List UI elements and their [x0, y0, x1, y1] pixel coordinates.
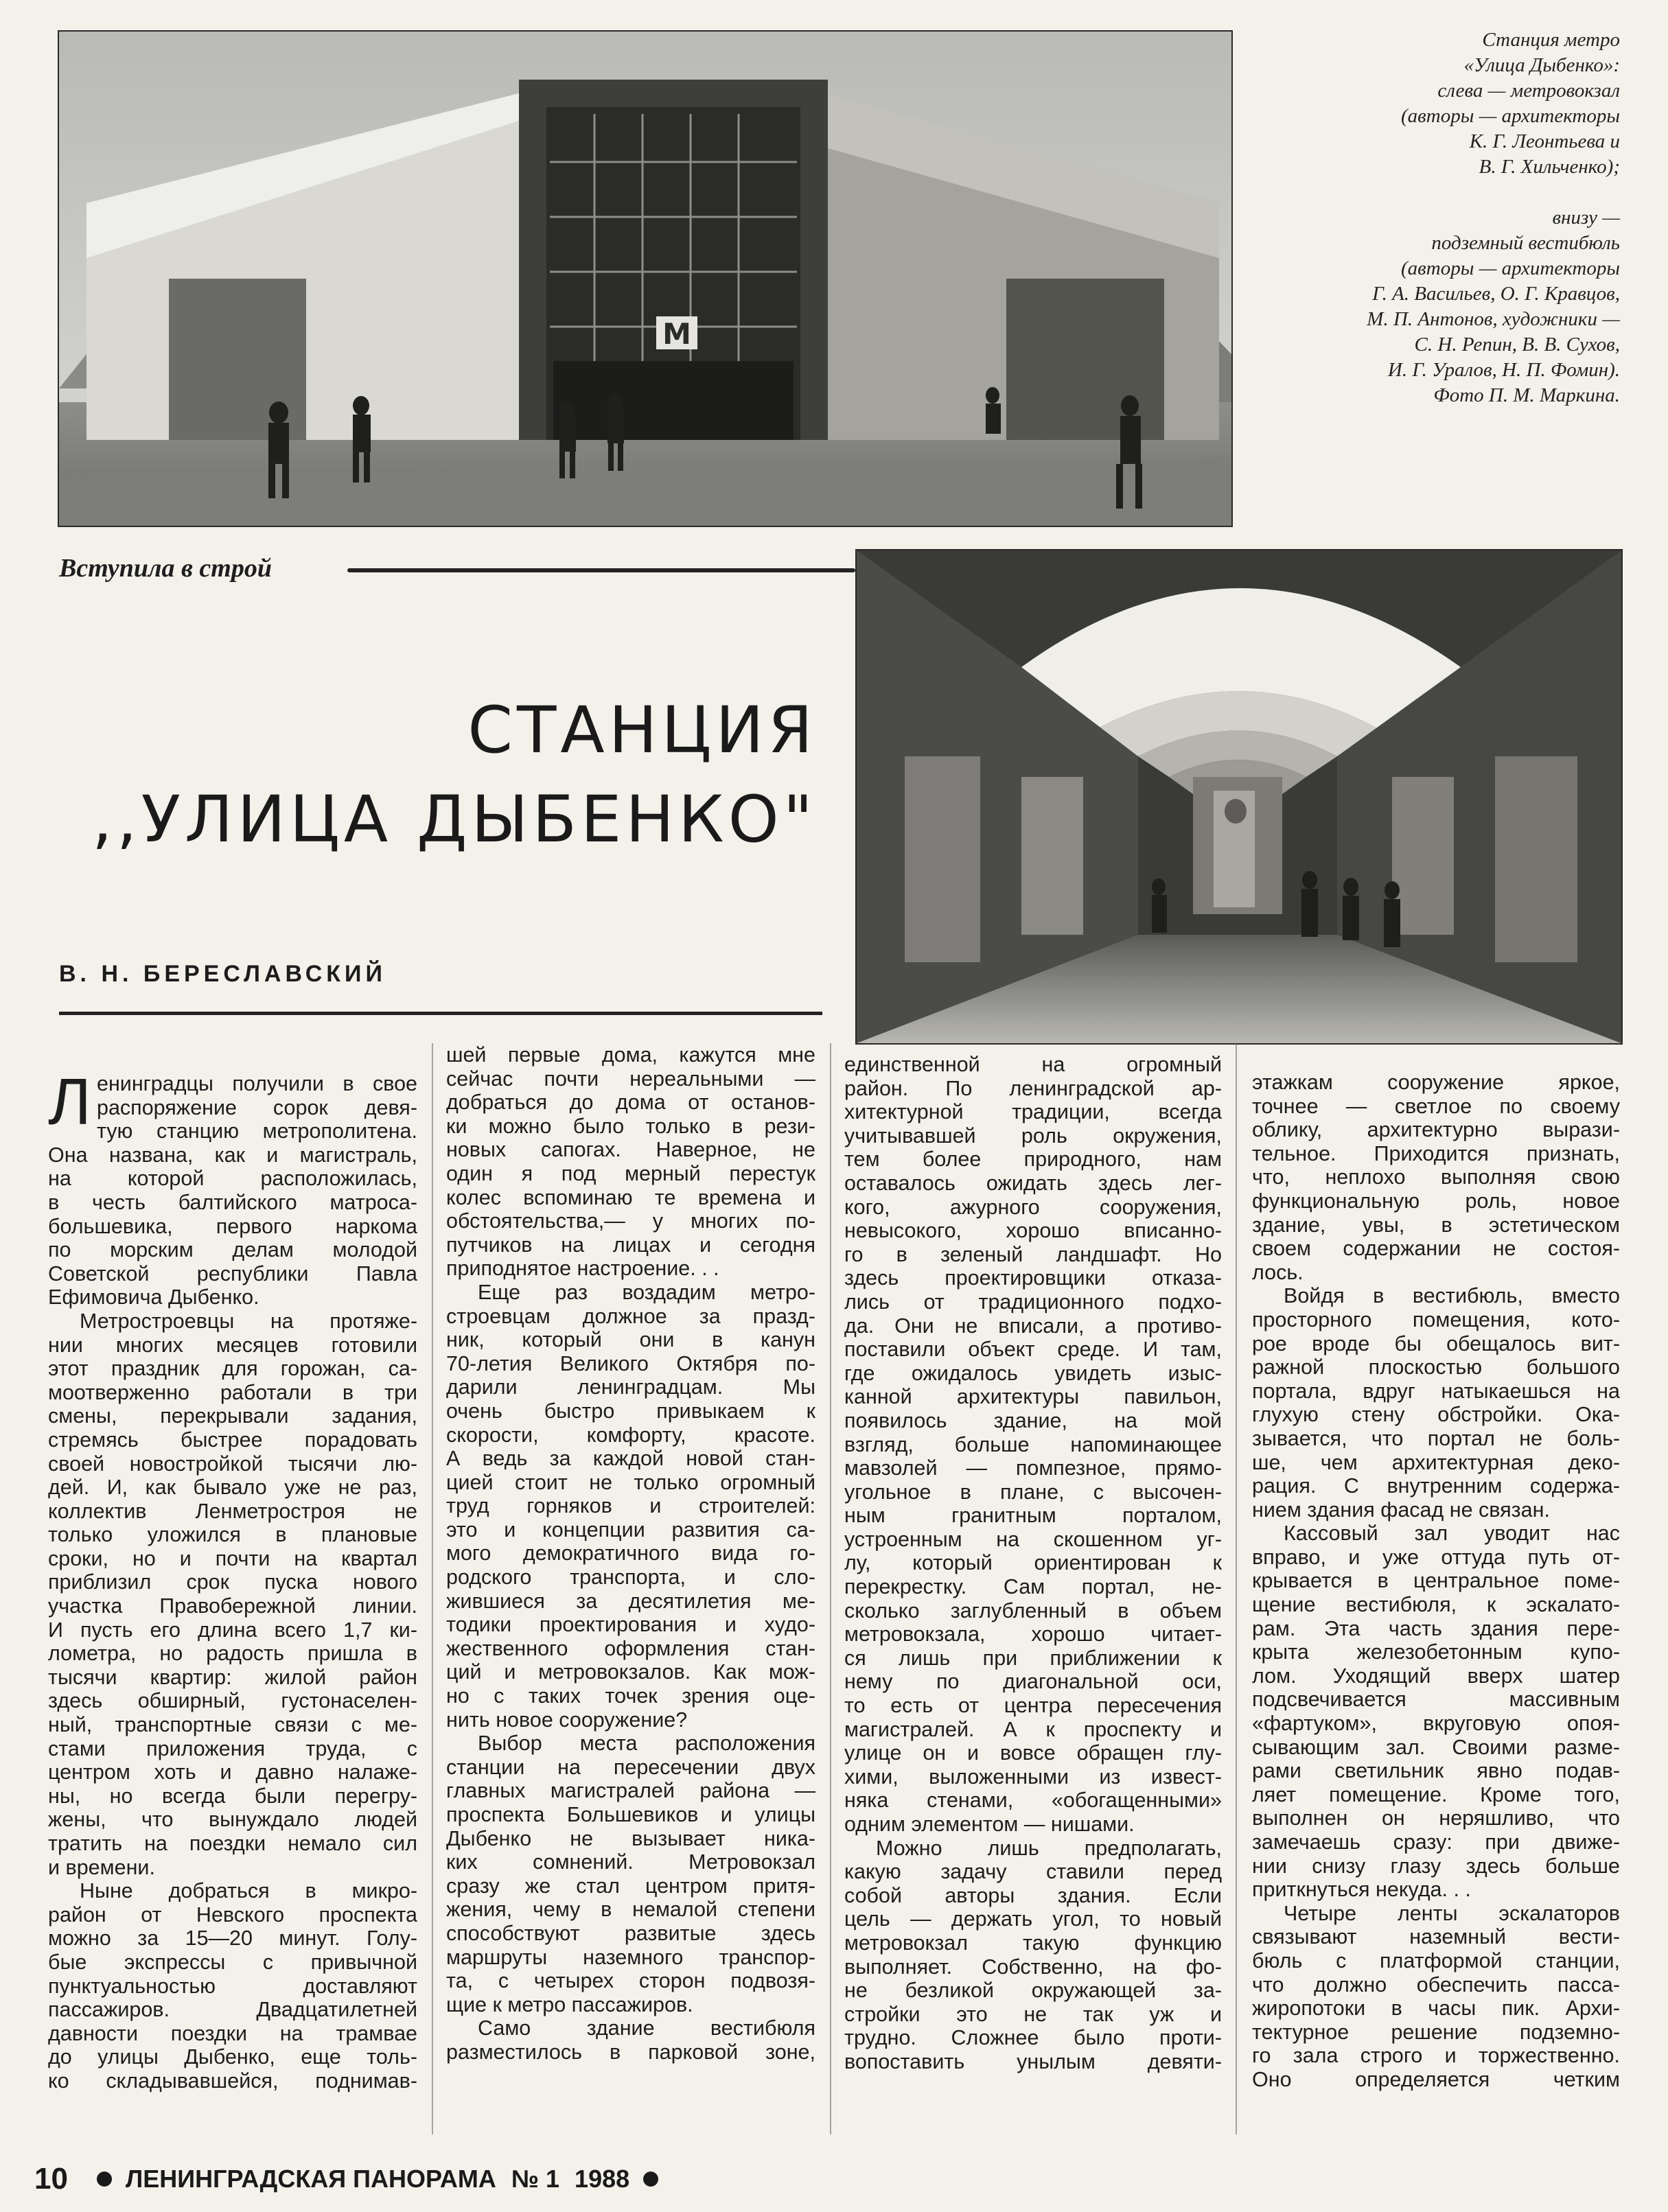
text-line: сывающим зал. Своими разме- — [1252, 1735, 1620, 1759]
text-line: метровокзал такую функцию — [844, 1931, 1222, 1955]
text-line: трудно. Сложнее было проти- — [844, 2026, 1222, 2050]
text-line: 70-летия Великого Октября по- — [446, 1351, 815, 1375]
text-line: го в зеленый ландшафт. Но — [844, 1242, 1222, 1266]
text-line: дарили ленинградцам. Мы — [446, 1375, 815, 1399]
text-line: большевика, первого наркома — [48, 1214, 417, 1238]
issue-year: 1988 — [575, 2165, 630, 2193]
text-line: точнее — светлое по своему — [1252, 1094, 1620, 1118]
text-line: здесь проектировщики отказа- — [844, 1266, 1222, 1290]
text-line: да. Они не вписали, а противо- — [844, 1314, 1222, 1338]
text-line: появилось здание, на мой — [844, 1408, 1222, 1432]
text-line: жественного оформления стан- — [446, 1636, 815, 1660]
text-line: лом. Уходящий вверх шатер — [1252, 1664, 1620, 1688]
text-line: рое вроде бы обещалось вит- — [1252, 1331, 1620, 1355]
page-footer — [34, 2162, 672, 2196]
photo-caption — [1236, 27, 1620, 408]
text-line: Само здание вестибюля — [478, 2016, 815, 2040]
text-line: жиропотоки в часы пик. Архи- — [1252, 1996, 1620, 2021]
text-line: какую задачу ставили перед — [844, 1860, 1222, 1884]
text-line: тую станцию метрополитена. — [97, 1119, 417, 1143]
text-line: ко складывавшейся, поднимав- — [48, 2069, 417, 2093]
caption-line: внизу — — [1552, 207, 1620, 229]
text-line: Оно определяется четким — [1252, 2067, 1620, 2091]
text-line: один я под мерный перестук — [446, 1161, 815, 1185]
text-line: просторного помещения, кото- — [1252, 1307, 1620, 1331]
text-line: шей первые дома, кажутся мне — [446, 1043, 815, 1067]
text-line: Метростроевцы на протяже- — [80, 1309, 417, 1333]
text-line: магистралей. А к проспекту и — [844, 1717, 1222, 1741]
text-line: Еще раз воздадим метро- — [478, 1280, 815, 1304]
text-line: стремясь быстрее порадовать — [48, 1428, 417, 1452]
text-line: тектурное решение подземно- — [1252, 2020, 1620, 2044]
text-line: ляет помещение. Кроме того, — [1252, 1782, 1620, 1806]
text-line: го зала строго и торжественно. — [1252, 2044, 1620, 2068]
text-line: ше, чем архитектурная деко- — [1252, 1450, 1620, 1474]
text-line: жения, чему в немалой степени — [446, 1898, 815, 1922]
text-line: тодики проектирования и худо- — [446, 1613, 815, 1637]
caption-line: (авторы — архитекторы — [1401, 105, 1620, 127]
text-line: ный, транспортные связи с ме- — [48, 1713, 417, 1737]
column-separator — [432, 1043, 433, 2134]
text-line: ник, который они в канун — [446, 1328, 815, 1352]
text-line: лометра, но радость пришла в — [48, 1642, 417, 1666]
text-line: сейчас почти нереальными — — [446, 1067, 815, 1091]
text-line: сроки, но и почти на квартал — [48, 1546, 417, 1570]
text-line: своей новостройкой тысячи лю- — [48, 1452, 417, 1476]
text-line: приткнуться некуда. . . — [1252, 1878, 1471, 1902]
text-line: способствуют развитые здесь — [446, 1921, 815, 1945]
text-line: до улицы Дыбенко, еще толь- — [48, 2045, 417, 2069]
text-line: устроенным на скошенном уг- — [844, 1527, 1222, 1551]
caption-line: В. Г. Хильченко); — [1479, 156, 1620, 178]
article-author: В. Н. БЕРЕСЛАВСКИЙ — [59, 961, 386, 987]
text-line: Можно лишь предполагать, — [876, 1836, 1222, 1860]
text-line: что, неплохо выполняя свою — [1252, 1165, 1620, 1189]
text-line: ны, но всегда были перегру- — [48, 1784, 417, 1808]
caption-line: Станция метро — [1482, 29, 1620, 51]
text-line: обстоятельства,— у многих по- — [446, 1209, 815, 1233]
text-line: крывается в центральное поме- — [1252, 1569, 1620, 1593]
text-line: глухую стену обстройки. Ока- — [1252, 1403, 1620, 1427]
text-line: единственной на огромный — [844, 1053, 1222, 1076]
text-line: коллектив Ленметростроя не — [48, 1499, 417, 1523]
text-line: ций и метровокзалов. Как мож- — [446, 1660, 815, 1684]
text-line: ких сомнений. Метровокзал — [446, 1850, 815, 1874]
text-line: нии многих месяцев готовили — [48, 1333, 417, 1357]
text-line: рам. Эта часть здания пере- — [1252, 1616, 1620, 1640]
text-line: облику, архитектурно вырази- — [1252, 1118, 1620, 1142]
text-line: невысокого, хорошо вписанно- — [844, 1219, 1222, 1243]
caption-line: подземный вестибюль — [1431, 232, 1620, 254]
text-line: функциональную роль, новое — [1252, 1189, 1620, 1213]
text-line: пунктуальностью доставляют — [48, 1974, 417, 1998]
text-line: давности поездки на трамвае — [48, 2021, 417, 2045]
text-line: скорости, комфорту, красоте. — [446, 1423, 815, 1447]
text-line: та, с четырех сторон подвозя- — [446, 1969, 815, 1993]
text-line: оставалось ожидать здесь лег- — [844, 1171, 1222, 1195]
text-line: замечаешь сразу: при движе- — [1252, 1830, 1620, 1854]
text-column-1 — [48, 1065, 417, 2093]
text-line: рами светильник явно подав- — [1252, 1759, 1620, 1783]
text-line: вправо, и уже оттуда путь от- — [1252, 1545, 1620, 1569]
text-line: одним элементом — нишами. — [844, 1813, 1135, 1836]
text-line: рация. С внутренним содержа- — [1252, 1474, 1620, 1498]
text-line: Ефимовича Дыбенко. — [48, 1285, 259, 1309]
caption-line: Г. А. Васильев, О. Г. Кравцов, — [1372, 283, 1620, 305]
drop-cap: Л — [48, 1065, 91, 1139]
text-line: тельное. Приходится признать, — [1252, 1141, 1620, 1165]
text-line: моотверженно работали в три — [48, 1380, 417, 1404]
text-line: и времени. — [48, 1855, 155, 1879]
text-line: канной архитектуры павильон, — [844, 1385, 1222, 1409]
text-line: центром хоть и давно налаже- — [48, 1760, 417, 1784]
text-line: Ныне добраться в микро- — [80, 1879, 417, 1903]
author-divider — [59, 1012, 822, 1015]
text-line: Она названа, как и магистраль, — [48, 1143, 417, 1167]
text-line: вопоставить унылым девяти- — [844, 2049, 1222, 2073]
text-line: путчиков на лицах и сегодня — [446, 1233, 815, 1257]
text-line: Советской республики Павла — [48, 1261, 417, 1285]
text-line: не безликой окружающей за- — [844, 1979, 1222, 2003]
text-line: тысячи квартир: жилой район — [48, 1665, 417, 1689]
text-line: И пусть его длина всего 1,7 ки- — [48, 1618, 417, 1642]
text-line: здесь обширный, густонаселен- — [48, 1689, 417, 1713]
section-rubric: Вступила в строй — [59, 554, 272, 583]
caption-line: «Улица Дыбенко»: — [1463, 54, 1620, 76]
text-line: портала, вдруг натыкаешься на — [1252, 1379, 1620, 1403]
text-line: здание, увы, в эстетическом — [1252, 1213, 1620, 1237]
text-line: Четыре ленты эскалаторов — [1284, 1901, 1620, 1925]
text-line: подсвечивается массивным — [1252, 1688, 1620, 1712]
text-line: цией стоит не только огромный — [446, 1470, 815, 1494]
page-number: 10 — [34, 2162, 68, 2196]
text-line: собой авторы здания. Если — [844, 1883, 1222, 1907]
text-line: родского транспорта, и сло- — [446, 1565, 815, 1590]
text-line: то есть от центра пересечения — [844, 1694, 1222, 1718]
text-line: Дыбенко не вызывает ника- — [446, 1826, 815, 1850]
caption-line: М. П. Антонов, художники — — [1367, 308, 1620, 330]
text-line: жившиеся за десятилетия ме- — [446, 1589, 815, 1613]
text-line: бые экспрессы с привычной — [48, 1950, 417, 1974]
text-line: новых сапогах. Наверное, не — [446, 1138, 815, 1162]
metro-sign-letter: М — [662, 317, 691, 351]
text-line: тем более природного, нам — [844, 1148, 1222, 1172]
text-line: добраться до дома от останов- — [446, 1091, 815, 1115]
text-line: приподнятое настроение. . . — [446, 1257, 719, 1281]
text-line: в честь балтийского матроса- — [48, 1190, 417, 1214]
text-column-4 — [1252, 1071, 1620, 2092]
caption-line: (авторы — архитекторы — [1401, 257, 1620, 279]
text-line: это и концепции развития са- — [446, 1517, 815, 1541]
text-line: разместилось в парковой зоне, — [446, 2040, 815, 2064]
text-line: смены, перекрывали задания, — [48, 1404, 417, 1428]
caption-line: слева — метровокзал — [1437, 80, 1620, 102]
caption-line: И. Г. Уралов, Н. П. Фомин). — [1387, 359, 1620, 381]
text-line: поставили объект среде. И там, — [844, 1338, 1222, 1362]
photo-metro-exterior — [58, 30, 1233, 527]
text-line: строевцам должное за празд- — [446, 1304, 815, 1328]
text-line: метровокзала, хорошо читает- — [844, 1622, 1222, 1646]
text-line: этот праздник для горожан, са- — [48, 1357, 417, 1381]
text-line: лось. — [1252, 1260, 1304, 1284]
text-line: стами приложения труда, с — [48, 1736, 417, 1760]
text-line: что должно обеспечить пасса- — [1252, 1972, 1620, 1996]
text-line: сколько заглубленный в объем — [844, 1598, 1222, 1622]
text-line: ся лишь при приближении к — [844, 1646, 1222, 1670]
text-line: по морским делам молодой — [48, 1238, 417, 1262]
caption-line: К. Г. Леонтьева и — [1469, 130, 1620, 152]
text-line: няка стенами, «обогащенными» — [844, 1789, 1222, 1813]
text-line: главных магистралей района — — [446, 1779, 815, 1803]
text-line: но с таких точек зрения оце- — [446, 1684, 815, 1708]
text-line: Выбор места расположения — [478, 1732, 815, 1756]
text-line: А ведь за каждой новой стан- — [446, 1447, 815, 1471]
text-line: Войдя в вестибюль, вместо — [1284, 1284, 1620, 1308]
text-line: цель — держать угол, то новый — [844, 1907, 1222, 1931]
text-column-3 — [844, 1053, 1222, 2074]
bullet-icon — [643, 2172, 658, 2187]
text-line: участка Правобережной линии. — [48, 1594, 417, 1618]
text-line: «фартуком», вкруговую опоя- — [1252, 1712, 1620, 1736]
text-line: проспекта Большевиков и улицы — [446, 1803, 815, 1826]
text-line: очень быстро привыкаем к — [446, 1399, 815, 1423]
text-line: нему по диагональной оси, — [844, 1670, 1222, 1694]
text-line: только уложился в плановые — [48, 1523, 417, 1547]
text-line: хитектурной традиции, всегда — [844, 1100, 1222, 1124]
text-line: ражной плоскостью большого — [1252, 1355, 1620, 1379]
text-line: нием здания фасад не связан. — [1252, 1498, 1550, 1522]
text-line: приблизил срок пуска нового — [48, 1570, 417, 1594]
text-line: труд горняков и строителей: — [446, 1494, 815, 1518]
text-line: станции на пересечении двух — [446, 1755, 815, 1779]
rubric-divider — [347, 568, 855, 572]
text-line: этажкам сооружение яркое, — [1252, 1071, 1620, 1094]
text-line: щие к метро пассажиров. — [446, 1992, 693, 2016]
text-line: улице он и вовсе обращен глу- — [844, 1741, 1222, 1765]
text-column-2 — [446, 1043, 815, 2064]
text-line: учитывавшей роль окружения, — [844, 1124, 1222, 1148]
column-separator — [1236, 1043, 1237, 2134]
text-line: ным гранитным порталом, — [844, 1504, 1222, 1528]
text-line: лись от традиционного подхо- — [844, 1290, 1222, 1314]
text-line: хими, выложенными из извест- — [844, 1765, 1222, 1789]
magazine-name: ЛЕНИНГРАДСКАЯ ПАНОРАМА — [125, 2165, 496, 2193]
text-line: перекрестку. Сам портал, не- — [844, 1575, 1222, 1599]
text-line: ки можно было только в рези- — [446, 1114, 815, 1138]
text-line: связывают наземный вести- — [1252, 1925, 1620, 1949]
text-line: можно за 15—20 минут. Голу- — [48, 1926, 417, 1951]
text-line: мого демократичного вида го- — [446, 1541, 815, 1565]
text-line: мавзолей — помпезное, прямо- — [844, 1456, 1222, 1480]
text-line: бюль с платформой станции, — [1252, 1948, 1620, 1972]
text-line: зывается, что портал не боль- — [1252, 1426, 1620, 1450]
article-title-line-2: ,,УЛИЦА ДЫБЕНКО" — [91, 782, 817, 857]
text-line: пассажиров. Двадцатилетней — [48, 1998, 417, 2022]
text-line: район от Невского проспекта — [48, 1902, 417, 1926]
text-line: своем содержании не состоя- — [1252, 1237, 1620, 1261]
text-line: на которой расположилась, — [48, 1167, 417, 1191]
text-line: сразу же стал центром притя- — [446, 1874, 815, 1898]
text-line: выполнен он неряшливо, что — [1252, 1806, 1620, 1830]
text-line: маршруты наземного транспор- — [446, 1945, 815, 1969]
text-line: тратить на поездки немало сил — [48, 1832, 417, 1855]
text-line: дей. И, как бывало уже не раз, — [48, 1476, 417, 1500]
text-line: щение вестибюля, к эскалато- — [1252, 1593, 1620, 1617]
issue-number: № 1 — [511, 2165, 560, 2193]
text-line: стройки это не так уж и — [844, 2002, 1222, 2026]
text-line: взгляд, больше напоминающее — [844, 1432, 1222, 1456]
text-line: Кассовый зал уводит нас — [1284, 1522, 1620, 1546]
text-line: нить новое сооружение? — [446, 1708, 688, 1732]
text-line: нии снизу глазу здесь больше — [1252, 1854, 1620, 1878]
text-line: выполняет. Собственно, на фо- — [844, 1955, 1222, 1979]
photo-metro-interior — [855, 549, 1623, 1045]
text-line: угольное в плане, с высочен- — [844, 1480, 1222, 1504]
caption-line: С. Н. Репин, В. В. Сухов, — [1414, 334, 1620, 356]
text-line: район. По ленинградской ар- — [844, 1076, 1222, 1100]
text-line: где ожидалось увидеть изыс- — [844, 1361, 1222, 1385]
text-line: распоряжение сорок девя- — [97, 1095, 417, 1119]
text-line: жены, что вынуждало людей — [48, 1808, 417, 1832]
text-line: лу, который ориентирован к — [844, 1551, 1222, 1575]
article-title-line-1: СТАНЦИЯ — [467, 693, 817, 768]
column-separator — [830, 1043, 831, 2134]
text-line: колес вспоминаю те времена и — [446, 1185, 815, 1209]
text-line: кого, ажурного сооружения, — [844, 1195, 1222, 1219]
bullet-icon — [97, 2172, 112, 2187]
caption-line: Фото П. М. Маркина. — [1433, 384, 1620, 406]
text-line: крыта железобетонным купо- — [1252, 1640, 1620, 1664]
text-line: енинградцы получили в свое — [97, 1072, 417, 1095]
